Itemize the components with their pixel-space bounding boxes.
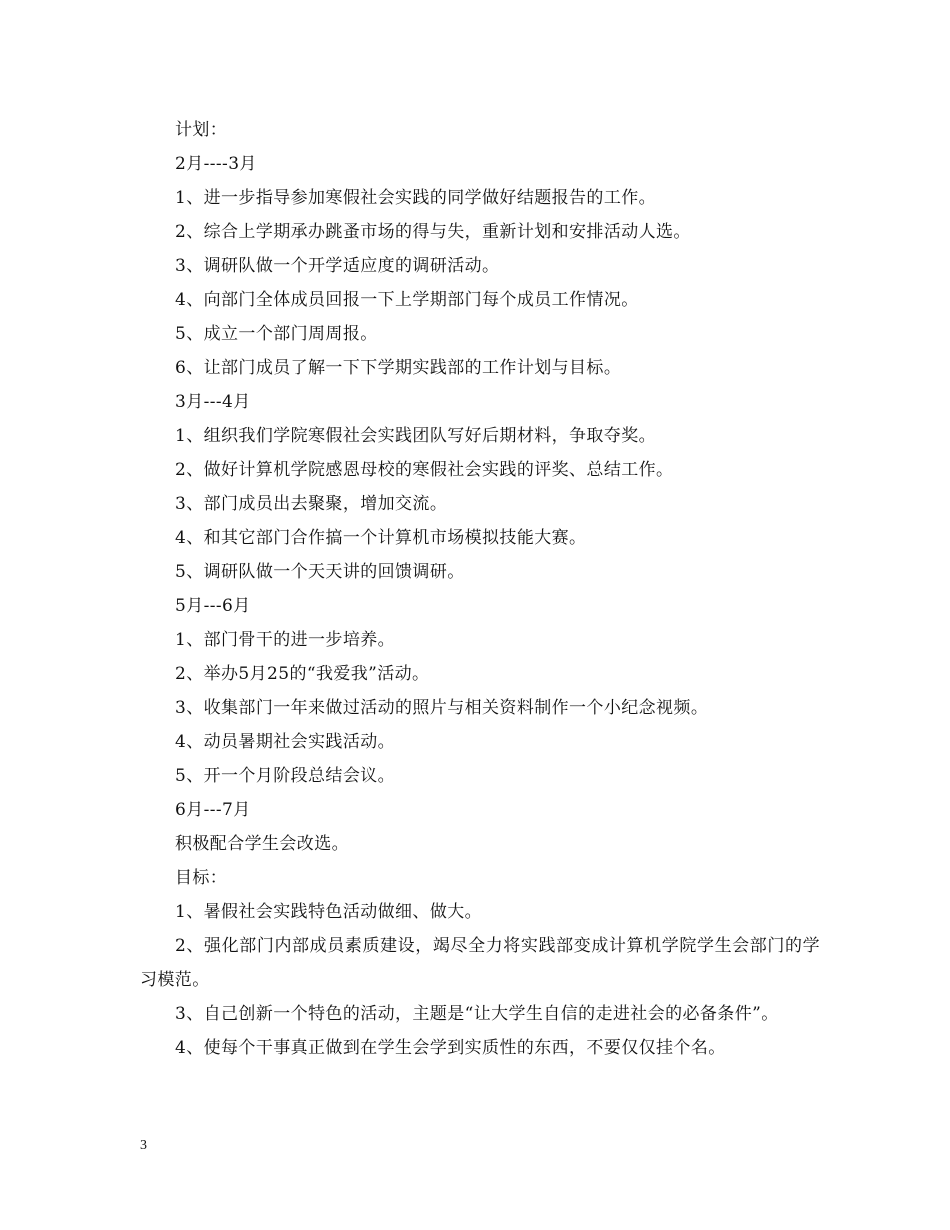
list-item: 3、调研队做一个开学适应度的调研活动。 (175, 256, 500, 276)
goal-paragraph: 4、使每个干事真正做到在学生会学到实质性的东西，不要仅仅挂个名。 (175, 1038, 726, 1058)
list-item: 5、开一个月阶段总结会议。 (175, 766, 396, 786)
period-heading: 3月---4月 (175, 392, 251, 412)
list-item: 4、动员暑期社会实践活动。 (175, 732, 396, 752)
list-item: 1、部门骨干的进一步培养。 (175, 630, 396, 650)
period-heading: 2月----3月 (175, 154, 257, 174)
list-item: 6、让部门成员了解一下下学期实践部的工作计划与目标。 (175, 358, 622, 378)
list-item: 1、进一步指导参加寒假社会实践的同学做好结题报告的工作。 (175, 188, 657, 208)
list-item: 3、收集部门一年来做过活动的照片与相关资料制作一个小纪念视频。 (175, 698, 709, 718)
plan-heading: 计划： (175, 120, 228, 140)
goal-paragraph: 2、强化部门内部成员素质建设，竭尽全力将实践部变成计算机学院学生会部门的学习模范。 (140, 936, 820, 990)
list-item: 4、和其它部门合作搞一个计算机市场模拟技能大赛。 (175, 528, 587, 548)
goals-heading: 目标： (175, 868, 228, 888)
list-item: 2、做好计算机学院感恩母校的寒假社会实践的评奖、总结工作。 (175, 460, 674, 480)
goal-paragraph: 3、自己创新一个特色的活动，主题是“让大学生自信的走进社会的必备条件”。 (175, 1004, 779, 1024)
period-heading: 5月---6月 (175, 596, 251, 616)
list-item: 1、组织我们学院寒假社会实践团队写好后期材料，争取夺奖。 (175, 426, 657, 446)
list-item: 积极配合学生会改选。 (175, 834, 349, 854)
period-heading: 6月---7月 (175, 800, 251, 820)
list-item: 1、暑假社会实践特色活动做细、做大。 (175, 902, 483, 922)
page-number: 3 (140, 1138, 147, 1153)
list-item: 2、举办5月25的“我爱我”活动。 (175, 664, 430, 684)
list-item: 3、部门成员出去聚聚，增加交流。 (175, 494, 448, 514)
document-body (140, 113, 820, 1065)
list-item: 4、向部门全体成员回报一下上学期部门每个成员工作情况。 (175, 290, 639, 310)
list-item: 2、综合上学期承办跳蚤市场的得与失，重新计划和安排活动人选。 (175, 222, 691, 242)
list-item: 5、成立一个部门周周报。 (175, 324, 378, 344)
list-item: 5、调研队做一个天天讲的回馈调研。 (175, 562, 465, 582)
